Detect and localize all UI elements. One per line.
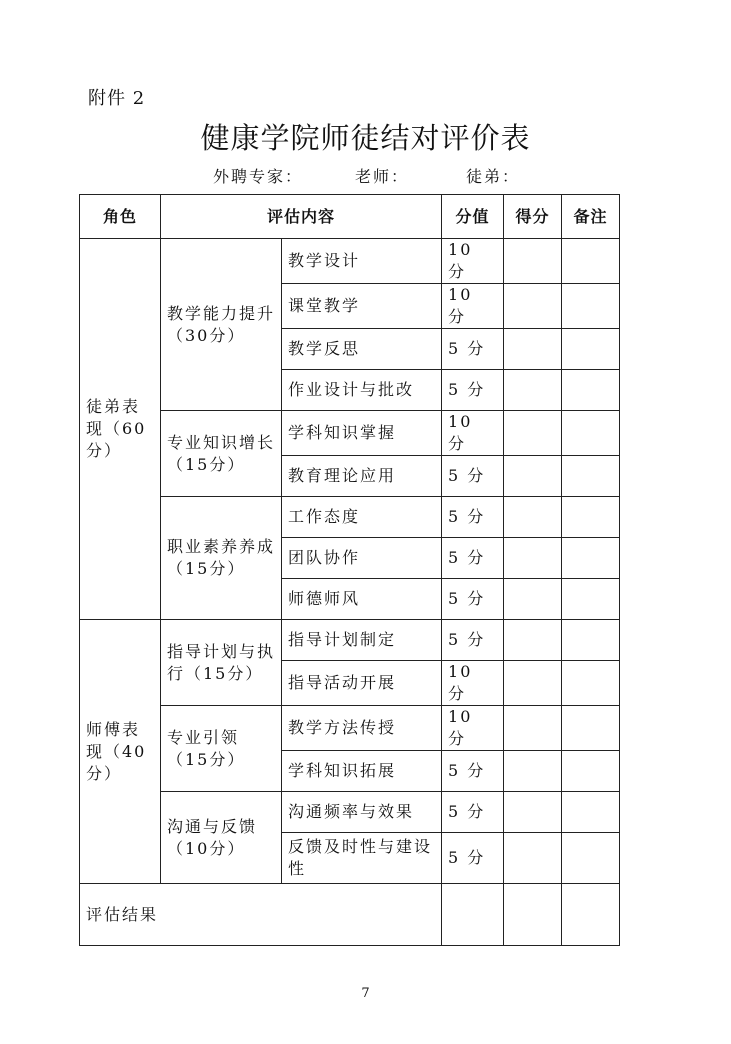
item-points: 10 分 bbox=[442, 661, 504, 706]
item-name: 沟通频率与效果 bbox=[282, 792, 442, 833]
item-points: 5 分 bbox=[442, 370, 504, 411]
notes-cell[interactable] bbox=[562, 284, 620, 329]
score-cell[interactable] bbox=[504, 833, 562, 884]
score-cell[interactable] bbox=[504, 456, 562, 497]
table-row bbox=[80, 620, 620, 661]
result-score-cell[interactable] bbox=[504, 884, 562, 946]
score-cell[interactable] bbox=[504, 579, 562, 620]
score-cell[interactable] bbox=[504, 411, 562, 456]
item-points: 10 分 bbox=[442, 706, 504, 751]
notes-cell[interactable] bbox=[562, 706, 620, 751]
item-name: 教育理论应用 bbox=[282, 456, 442, 497]
category-cell: 专业引领（15分） bbox=[161, 706, 282, 792]
item-points: 5 分 bbox=[442, 620, 504, 661]
attachment-label: 附件 2 bbox=[88, 88, 146, 109]
role-cell-apprentice: 徒弟表现（60分） bbox=[80, 239, 161, 620]
item-name: 团队协作 bbox=[282, 538, 442, 579]
notes-cell[interactable] bbox=[562, 497, 620, 538]
header-role: 角色 bbox=[80, 195, 161, 239]
category-cell: 指导计划与执行（15分） bbox=[161, 620, 282, 706]
header-content: 评估内容 bbox=[161, 195, 442, 239]
notes-cell[interactable] bbox=[562, 239, 620, 284]
category-cell: 职业素养养成（15分） bbox=[161, 497, 282, 620]
result-label: 评估结果 bbox=[80, 884, 442, 946]
table-row bbox=[80, 706, 620, 751]
header-score: 得分 bbox=[504, 195, 562, 239]
score-cell[interactable] bbox=[504, 706, 562, 751]
table-row bbox=[80, 497, 620, 538]
item-points: 5 分 bbox=[442, 792, 504, 833]
score-cell[interactable] bbox=[504, 497, 562, 538]
teacher-label: 老师： bbox=[355, 167, 410, 186]
category-cell: 专业知识增长（15分） bbox=[161, 411, 282, 497]
item-name: 学科知识掌握 bbox=[282, 411, 442, 456]
header-notes: 备注 bbox=[562, 195, 620, 239]
category-cell: 沟通与反馈（10分） bbox=[161, 792, 282, 884]
evaluation-table bbox=[79, 194, 620, 946]
category-cell: 教学能力提升（30分） bbox=[161, 239, 282, 411]
score-cell[interactable] bbox=[504, 284, 562, 329]
result-notes-cell[interactable] bbox=[562, 884, 620, 946]
header-points: 分值 bbox=[442, 195, 504, 239]
score-cell[interactable] bbox=[504, 239, 562, 284]
item-name: 反馈及时性与建设性 bbox=[282, 833, 442, 884]
notes-cell[interactable] bbox=[562, 329, 620, 370]
table-header-row bbox=[80, 195, 620, 239]
item-name: 教学设计 bbox=[282, 239, 442, 284]
notes-cell[interactable] bbox=[562, 411, 620, 456]
notes-cell[interactable] bbox=[562, 661, 620, 706]
notes-cell[interactable] bbox=[562, 620, 620, 661]
notes-cell[interactable] bbox=[562, 751, 620, 792]
item-points: 5 分 bbox=[442, 456, 504, 497]
page-title: 健康学院师徒结对评价表 bbox=[200, 121, 531, 155]
notes-cell[interactable] bbox=[562, 538, 620, 579]
apprentice-label: 徒弟： bbox=[466, 167, 521, 186]
item-name: 指导计划制定 bbox=[282, 620, 442, 661]
page-number: 7 bbox=[361, 986, 370, 1001]
item-name: 学科知识拓展 bbox=[282, 751, 442, 792]
notes-cell[interactable] bbox=[562, 370, 620, 411]
result-points-cell[interactable] bbox=[442, 884, 504, 946]
item-name: 教学反思 bbox=[282, 329, 442, 370]
item-name: 师德师风 bbox=[282, 579, 442, 620]
table-row bbox=[80, 239, 620, 284]
item-points: 5 分 bbox=[442, 497, 504, 538]
score-cell[interactable] bbox=[504, 370, 562, 411]
notes-cell[interactable] bbox=[562, 456, 620, 497]
item-name: 工作态度 bbox=[282, 497, 442, 538]
item-name: 课堂教学 bbox=[282, 284, 442, 329]
item-points: 5 分 bbox=[442, 751, 504, 792]
item-name: 教学方法传授 bbox=[282, 706, 442, 751]
notes-cell[interactable] bbox=[562, 579, 620, 620]
score-cell[interactable] bbox=[504, 620, 562, 661]
external-expert-label: 外聘专家： bbox=[213, 167, 304, 186]
score-cell[interactable] bbox=[504, 661, 562, 706]
score-cell[interactable] bbox=[504, 751, 562, 792]
result-row bbox=[80, 884, 620, 946]
item-points: 5 分 bbox=[442, 329, 504, 370]
item-points: 10 分 bbox=[442, 411, 504, 456]
score-cell[interactable] bbox=[504, 792, 562, 833]
table-row bbox=[80, 411, 620, 456]
item-points: 5 分 bbox=[442, 833, 504, 884]
notes-cell[interactable] bbox=[562, 833, 620, 884]
item-points: 10 分 bbox=[442, 284, 504, 329]
item-name: 作业设计与批改 bbox=[282, 370, 442, 411]
item-points: 5 分 bbox=[442, 579, 504, 620]
notes-cell[interactable] bbox=[562, 792, 620, 833]
table-row bbox=[80, 792, 620, 833]
score-cell[interactable] bbox=[504, 538, 562, 579]
role-cell-mentor: 师傅表现（40分） bbox=[80, 620, 161, 884]
item-name: 指导活动开展 bbox=[282, 661, 442, 706]
item-points: 5 分 bbox=[442, 538, 504, 579]
score-cell[interactable] bbox=[504, 329, 562, 370]
item-points: 10 分 bbox=[442, 239, 504, 284]
